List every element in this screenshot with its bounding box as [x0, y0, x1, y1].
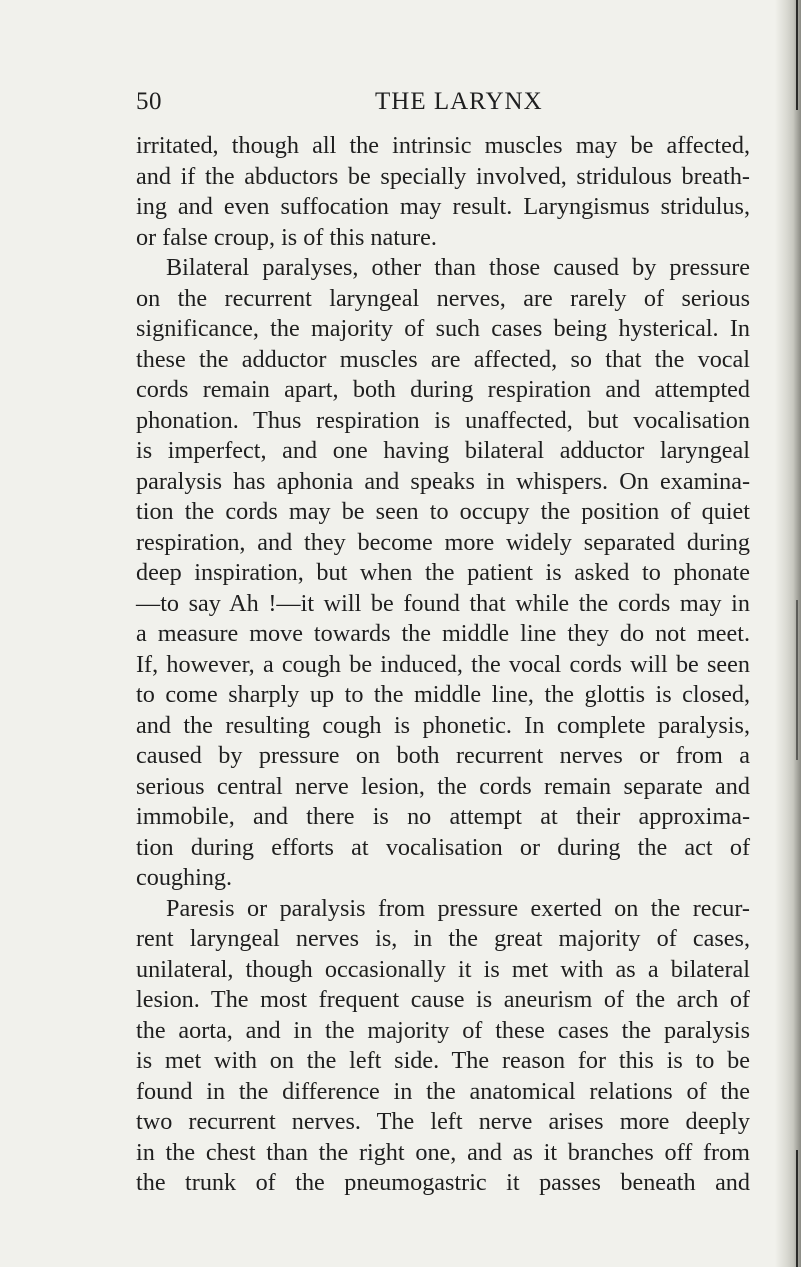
scan-edge-mark [796, 0, 798, 110]
text-line: and the resulting cough is phonetic. In complete paralysis, [136, 711, 750, 739]
text-line: respiration, and they become more widely separated during [136, 528, 750, 556]
text-line: a measure move towards the middle line they do not meet. [136, 620, 750, 647]
text-line-paragraph-start: Bilateral paralyses, other than those caused by pressure [166, 254, 750, 281]
text-line: is met with on the left side. The reason for this is to be [136, 1047, 750, 1074]
scan-edge-mark [796, 1150, 798, 1267]
text-line: tion during efforts at vocalisation or during the act of [136, 833, 750, 861]
text-line: phonation. Thus respiration is unaffected, but vocalisation [136, 406, 750, 434]
text-line: immobile, and there is no attempt at their approxima- [136, 803, 750, 830]
text-line: or false croup, is of this nature. [136, 223, 437, 251]
text-line: to come sharply up to the middle line, the glottis is closed, [136, 681, 750, 708]
scan-edge-mark [796, 600, 798, 760]
text-line: found in the difference in the anatomical relations of the [136, 1077, 750, 1105]
text-line: If, however, a cough be induced, the vocal cords will be seen [136, 650, 750, 678]
running-title: THE LARYNX [375, 88, 543, 115]
text-line: cords remain apart, both during respiration and attempted [136, 376, 750, 403]
text-line: rent laryngeal nerves is, in the great majority of cases, [136, 925, 750, 952]
text-line: tion the cords may be seen to occupy the position of quiet [136, 498, 750, 525]
text-line: in the chest than the right one, and as it branches off from [136, 1138, 750, 1166]
text-line: caused by pressure on both recurrent nerves or from a [136, 742, 750, 769]
running-head [136, 88, 756, 122]
text-line: the aorta, and in the majority of these cases the paralysis [136, 1016, 750, 1044]
scan-edge-shadow [775, 0, 801, 1267]
text-line: on the recurrent laryngeal nerves, are rarely of serious [136, 284, 750, 312]
text-line: coughing. [136, 864, 233, 891]
body-text [136, 131, 750, 1199]
page-number: 50 [136, 88, 162, 115]
text-line: ing and even suffocation may result. Laryngismus stridulus, [136, 193, 750, 220]
text-line: unilateral, though occasionally it is met with as a bilateral [136, 955, 750, 983]
text-line: lesion. The most frequent cause is aneurism of the arch of [136, 986, 750, 1013]
text-line: these the adductor muscles are affected, so that the vocal [136, 345, 750, 373]
text-line: is imperfect, and one having bilateral adductor laryngeal [136, 437, 750, 464]
text-line: serious central nerve lesion, the cords remain separate and [136, 772, 750, 800]
text-line: the trunk of the pneumogastric it passes beneath and [136, 1169, 750, 1196]
text-line: deep inspiration, but when the patient is asked to phonate [136, 559, 750, 586]
text-line-paragraph-start: Paresis or paralysis from pressure exerted on the recur- [166, 894, 750, 922]
text-line: irritated, though all the intrinsic muscles may be affected, [136, 132, 750, 159]
text-line: two recurrent nerves. The left nerve arises more deeply [136, 1108, 750, 1135]
text-line: paralysis has aphonia and speaks in whispers. On examina- [136, 467, 750, 495]
text-line: and if the abductors be specially involved, stridulous breath- [136, 162, 750, 190]
text-line: significance, the majority of such cases being hysterical. In [136, 315, 750, 342]
text-line: —to say Ah !—it will be found that while the cords may in [136, 589, 750, 617]
